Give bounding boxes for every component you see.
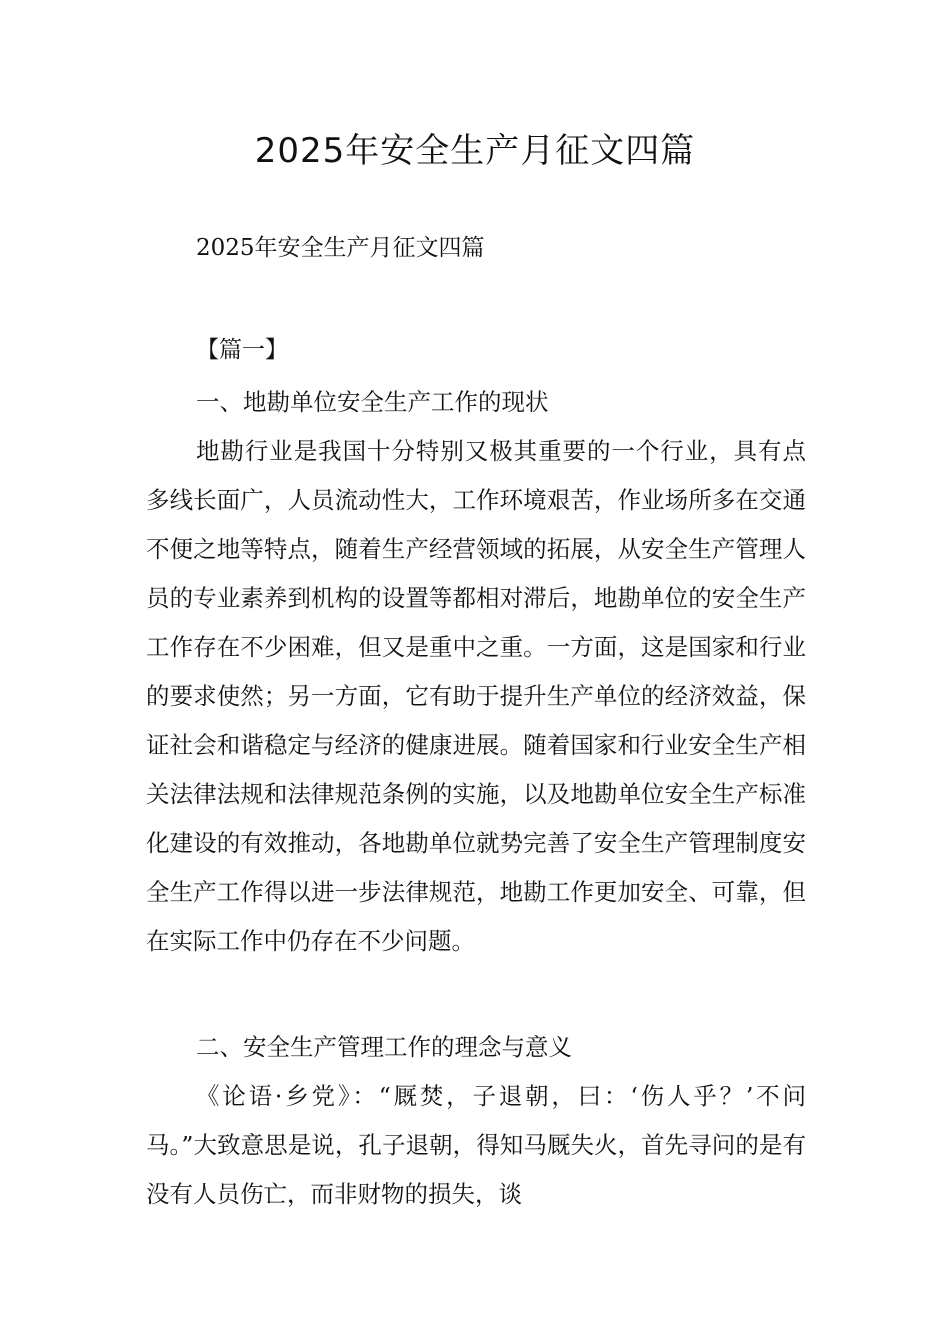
section-marker: 【篇一】 bbox=[196, 337, 288, 363]
section-heading-2: 二、安全生产管理工作的理念与意义 bbox=[196, 1033, 572, 1061]
document-title: 2025年安全生产月征文四篇 bbox=[254, 131, 696, 171]
body-paragraph-2: 《论语·乡党》：“厩焚，子退朝，曰：‘伤人乎？’不问马。”大致意思是说，孔子退朝，得知马厩失火，首先寻问的是有没有人员伤亡，而非财物的损失，谈 bbox=[146, 1082, 806, 1208]
document-subtitle: 2025年安全生产月征文四篇 bbox=[196, 235, 485, 261]
section-heading-1: 一、地勘单位安全生产工作的现状 bbox=[196, 388, 549, 416]
body-paragraph-1: 地勘行业是我国十分特别又极其重要的一个行业，具有点多线长面广，人员流动性大，工作环境艰苦，作业场所多在交通不便之地等特点，随着生产经营领域的拓展，从安全生产管理人员的专业素养到机构的设置等都相对滞后，地勘单位的安全生产工作存在不少困难，但又是重中之重。一方面，这是国家和行业的要求使然；另一方面，它有助于提升生产单位的经济效益，保证社会和谐稳定与经济的健康进展。随着国家和行业安全生产相关法律法规和法律规范条例的实施，以及地勘单位安全生产标准化建设的有效推动，各地勘单位就势完善了安全生产管理制度安全生产工作得以进一步法律规范，地勘工作更加安全、可靠，但在实际工作中仍存在不少问题。 bbox=[146, 437, 806, 955]
